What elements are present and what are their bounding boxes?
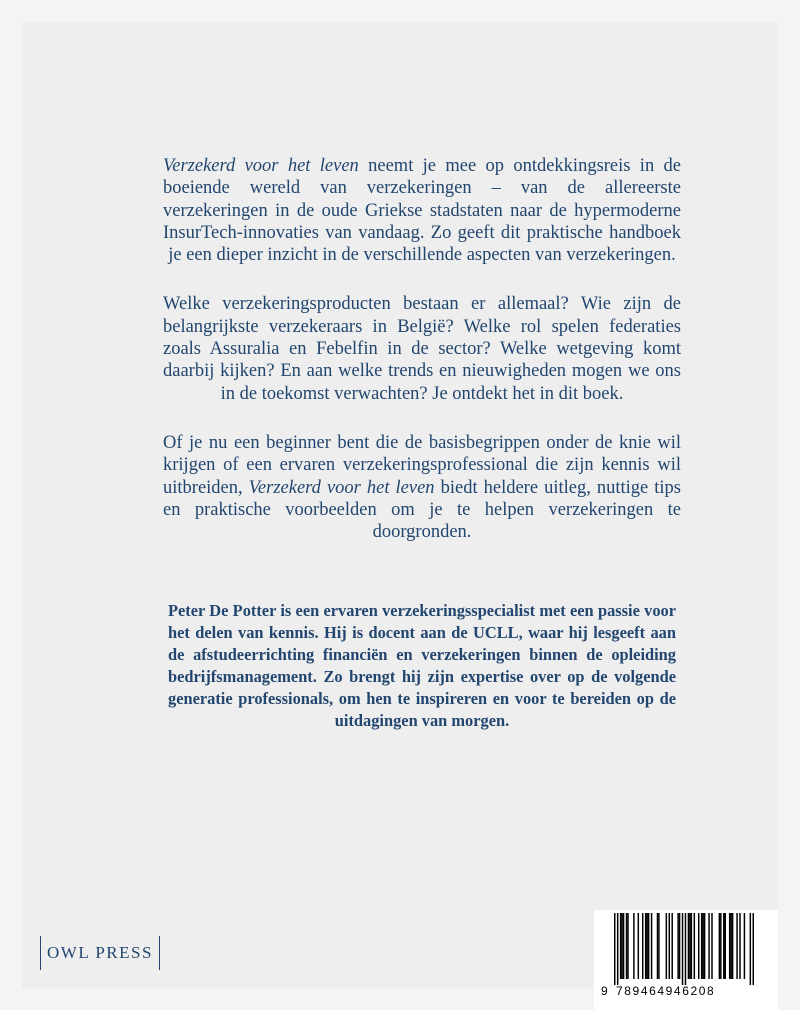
barcode-bar <box>651 913 652 979</box>
author-bio: Peter De Potter is een ervaren verzekeringsspecialist met een passie voor het delen van kennis. Hij is docent aan de UCLL, waar hij lesgeeft aan de afstudeerrichting financiën en verzekeringen binnen de opleiding bedrijfsmanagement. Zo brengt hij zijn expertise over op de volgende generatie professionals, om hen te inspireren en voor te bereiden op de uitdagingen van morgen. <box>168 601 676 731</box>
barcode-bar <box>750 913 751 985</box>
barcode-bar <box>723 913 724 979</box>
barcode-bar <box>633 913 634 979</box>
barcode-bar <box>669 913 670 979</box>
barcode-bar <box>720 913 721 979</box>
barcode-bar <box>708 913 709 979</box>
barcode-bar <box>614 913 615 985</box>
barcode-bar <box>744 913 745 979</box>
barcode-bar <box>685 913 686 985</box>
barcode-bar <box>704 913 705 979</box>
barcode-bar <box>711 913 712 979</box>
isbn-first-digit: 9 <box>601 984 608 998</box>
barcode-bar <box>698 913 699 979</box>
barcode-bar <box>671 913 672 979</box>
barcode-bar <box>617 913 618 985</box>
barcode-bar <box>677 913 678 979</box>
barcode-bar <box>701 913 702 979</box>
barcode-bar <box>753 913 754 985</box>
barcode-bar <box>645 913 646 979</box>
barcode-bar <box>719 913 720 979</box>
barcode-bar <box>642 913 643 979</box>
barcode-bar <box>620 913 621 979</box>
barcode-bar <box>688 913 689 979</box>
barcode-bar <box>702 913 703 979</box>
barcode-bar <box>623 913 624 979</box>
blurb-paragraph-1 <box>163 155 681 266</box>
barcode-bar <box>627 913 628 979</box>
back-cover <box>22 22 778 988</box>
barcode-bar <box>646 913 647 979</box>
isbn-digits: 789464946208 <box>616 984 716 998</box>
barcode-bar <box>679 913 680 979</box>
blurb-paragraph-3 <box>163 432 681 543</box>
blurb-paragraph-1-text: neemt je mee op ontdekkingsreis in de boeiende wereld van verzekeringen – van de allereerste verzekeringen in de oude Griekse stadstaten naar de hypermoderne InsurTech-innovaties van vandaag. Zo geeft dit praktische handboek je een dieper inzicht in de verschillende aspecten van verzekeringen. <box>163 156 681 266</box>
barcode-bar <box>736 913 737 979</box>
barcode-bar <box>694 913 695 979</box>
barcode-bar <box>725 913 726 979</box>
barcode-bar <box>621 913 622 979</box>
publisher-logo <box>40 936 160 970</box>
publisher-name: OWL PRESS <box>47 943 153 962</box>
barcode-bar <box>657 913 658 979</box>
barcode-bar <box>739 913 740 979</box>
blurb-paragraph-2: Welke verzekeringsproducten bestaan er allemaal? Wie zijn de belangrijkste verzekeraars in België? Welke rol spelen federaties zoals Assuralia en Febelfin in de sector? Welke wetgeving komt daarbij kijken? En aan welke trends en nieuwigheden mogen we ons in de toekomst verwachten? Je ontdekt het in dit boek. <box>163 294 681 404</box>
book-title-italic: Verzekerd voor het leven <box>163 156 359 176</box>
barcode-bar <box>626 913 627 979</box>
blurb-paragraph-3-text-after: biedt heldere uitleg, nuttige tips en praktische voorbeelden om je te helpen verzekeringen te doorgronden. <box>163 477 682 543</box>
barcode-bar <box>648 913 649 979</box>
blurb <box>163 155 681 570</box>
barcode-bar <box>732 913 733 979</box>
barcode-bar <box>666 913 667 979</box>
barcode-bar <box>638 913 639 979</box>
isbn-barcode <box>594 910 778 1010</box>
barcode-bar <box>691 913 692 979</box>
barcode-bar <box>730 913 731 979</box>
barcode-bars <box>614 913 754 985</box>
blurb-paragraph-3-text-before: Of je nu een beginner bent die de basisbegrippen onder de knie wil krijgen of een ervaren verzekeringsprofessional die zijn kennis wil uitbreiden, <box>163 432 681 498</box>
book-title-italic: Verzekerd voor het leven <box>248 477 435 498</box>
barcode-bar <box>658 913 659 979</box>
barcode-bar <box>729 913 730 979</box>
barcode-bar <box>682 913 683 985</box>
barcode-bar <box>689 913 690 979</box>
